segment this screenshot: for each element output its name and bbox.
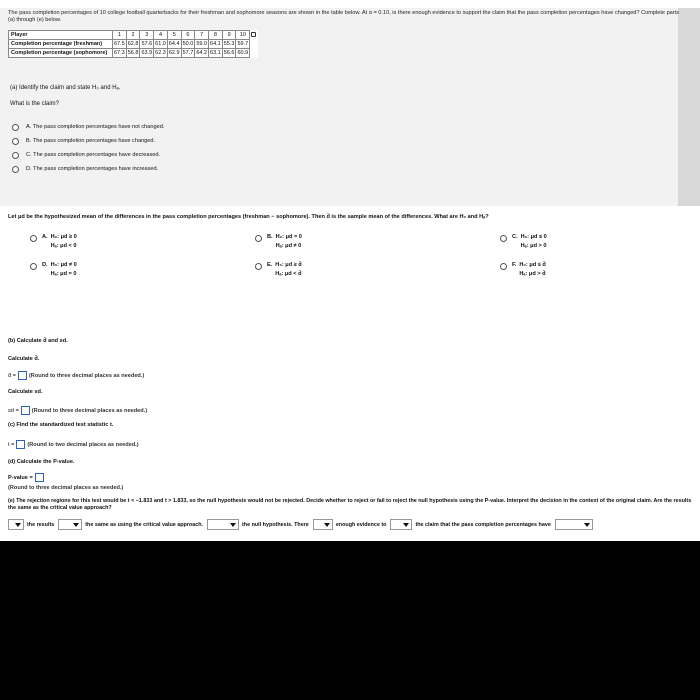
alternative-hypothesis: Hₐ: μd < d̄ xyxy=(275,271,302,277)
t-answer-row xyxy=(8,440,139,449)
part-b-prompt: (b) Calculate d̄ and sd. xyxy=(8,338,68,344)
claim-option-c[interactable] xyxy=(12,148,164,162)
calc-d-label: Calculate d̄. xyxy=(8,356,40,362)
hypothesis-option-d[interactable] xyxy=(30,262,77,280)
radio-button[interactable] xyxy=(12,138,19,145)
table-cell: 67.5 xyxy=(114,41,125,47)
table-cell: 62.9 xyxy=(168,50,180,56)
t-answer-input[interactable] xyxy=(16,440,25,449)
blank-cell xyxy=(250,49,258,58)
table-cell: 64.4 xyxy=(168,41,180,47)
chevron-down-icon xyxy=(403,523,409,527)
direction-dropdown[interactable] xyxy=(555,519,593,530)
option-text: The pass completion percentages have increased. xyxy=(33,166,159,172)
table-row xyxy=(9,49,258,58)
top-strip xyxy=(0,0,700,8)
scrollbar-track[interactable] xyxy=(678,8,700,206)
hypothesis-option-f[interactable] xyxy=(500,262,546,280)
radio-button[interactable] xyxy=(12,152,19,159)
d-hint: (Round to three decimal places as needed.) xyxy=(28,372,145,379)
player-number: 10 xyxy=(236,31,250,40)
alternative-hypothesis: Hₐ: μd > 0 xyxy=(520,243,547,249)
sentence-text: the same as using the critical value approach. xyxy=(85,521,204,528)
player-number: 9 xyxy=(222,31,236,40)
table-header-label: Player xyxy=(9,31,113,40)
option-letter: A. xyxy=(42,234,48,240)
table-cell: 62.8 xyxy=(127,41,139,47)
player-number: 4 xyxy=(154,31,168,40)
null-hypothesis: H₀: μd ≥ d̄ xyxy=(275,262,302,268)
table-cell: 59.7 xyxy=(237,41,249,47)
table-cell: 57.7 xyxy=(182,50,194,56)
sentence-text: the results xyxy=(27,521,55,528)
radio-button[interactable] xyxy=(255,263,262,270)
option-text: The pass completion percentages have changed. xyxy=(32,138,156,144)
chevron-down-icon xyxy=(230,523,236,527)
player-number: 7 xyxy=(195,31,209,40)
table-cell: 56.6 xyxy=(223,50,235,56)
chevron-down-icon xyxy=(15,523,21,527)
table-cell: 57.6 xyxy=(141,41,153,47)
s-label: sd = xyxy=(8,407,19,414)
radio-button[interactable] xyxy=(500,235,507,242)
problem-intro: The pass completion percentages of 10 college football quarterbacks for their freshman and sophomore seasons are shown in the table below. At α = 0.10, is there enough evidence to support the claim that the pass completion percentages have changed? Complete parts (a) through (e) below. xyxy=(8,10,680,23)
part-e-prompt: (e) The rejection regions for this test would be t < −1.833 and t > 1.833, so the null hypothesis would not be rejected. Decide whether to reject or fail to reject the null hypothesis using the P-value. Interpret the decision in the context of the original claim. Are the results the same as the critical value approach? xyxy=(8,498,692,511)
hypothesis-option-a[interactable] xyxy=(30,234,77,252)
radio-button[interactable] xyxy=(255,235,262,242)
alternative-hypothesis: Hₐ: μd < 0 xyxy=(50,243,77,249)
question-panel xyxy=(0,0,700,206)
hypothesis-option-c[interactable] xyxy=(500,234,547,252)
part-e-sentence xyxy=(8,519,698,530)
table-cell: 63.1 xyxy=(210,50,221,56)
row-label: Completion percentage (sophomore) xyxy=(9,49,113,58)
null-hypothesis: H₀: μd = 0 xyxy=(275,234,302,240)
answer-panel xyxy=(0,206,700,541)
alternative-hypothesis: Hₐ: μd ≠ 0 xyxy=(275,243,302,249)
table-cell: 64.2 xyxy=(196,50,208,56)
d-answer-row xyxy=(8,371,144,380)
option-letter: C. xyxy=(26,152,32,158)
table-cell: 56.8 xyxy=(127,50,139,56)
option-text: The pass completion percentages have not changed. xyxy=(32,124,165,130)
table-cell: 55.3 xyxy=(223,41,235,47)
same-different-dropdown[interactable] xyxy=(58,519,82,530)
option-letter: D. xyxy=(42,262,48,268)
chevron-down-icon xyxy=(584,523,590,527)
option-letter: E. xyxy=(267,262,273,268)
option-letter: D. xyxy=(26,166,32,172)
hypothesis-option-b[interactable] xyxy=(255,234,302,252)
data-table xyxy=(8,30,258,58)
p-label: P-value = xyxy=(8,474,33,481)
sentence-text: enough evidence to xyxy=(335,521,387,528)
sentence-text: the null hypothesis. There xyxy=(242,521,309,528)
hypothesis-option-e[interactable] xyxy=(255,262,302,280)
alternative-hypothesis: Hₐ: μd = 0 xyxy=(50,271,77,277)
d-label: d̄ = xyxy=(8,372,16,379)
alternative-hypothesis: Hₐ: μd > d̄ xyxy=(519,271,546,277)
p-answer-input[interactable] xyxy=(35,473,44,482)
calc-s-label: Calculate sd. xyxy=(8,389,43,395)
table-cell: 50.0 xyxy=(182,41,194,47)
claim-question: What is the claim? xyxy=(10,101,60,107)
table-row xyxy=(9,40,258,49)
option-letter: B. xyxy=(26,138,32,144)
chevron-down-icon xyxy=(324,523,330,527)
reject-dropdown[interactable] xyxy=(207,519,239,530)
support-dropdown[interactable] xyxy=(390,519,412,530)
part-c-prompt: (c) Find the standardized test statistic t. xyxy=(8,422,114,428)
s-hint: (Round to three decimal places as needed.) xyxy=(31,407,148,414)
part-d-prompt: (d) Calculate the P-value. xyxy=(8,459,75,465)
radio-button[interactable] xyxy=(30,263,37,270)
hypothesis-prompt: Let μd be the hypothesized mean of the differences in the pass completion percentages (freshman − sophomore). Then d̄ is the sample mean of the differences. What are H₀ and Hₐ? xyxy=(8,214,489,220)
evidence-dropdown[interactable] xyxy=(313,519,333,530)
table-cell: 62.3 xyxy=(155,50,166,56)
claim-option-b[interactable] xyxy=(12,134,164,148)
d-answer-input[interactable] xyxy=(18,371,27,380)
null-hypothesis: H₀: μd ≤ 0 xyxy=(520,234,547,240)
option-letter: F. xyxy=(512,262,517,268)
null-hypothesis: H₀: μd ≤ d̄ xyxy=(519,262,546,268)
player-number: 5 xyxy=(167,31,181,40)
part-a-prompt: (a) Identify the claim and state H₀ and Hₐ. xyxy=(10,85,121,91)
table-cell: 63.9 xyxy=(141,50,153,56)
player-number: 2 xyxy=(126,31,140,40)
s-answer-row xyxy=(8,406,147,415)
null-hypothesis: H₀: μd ≠ 0 xyxy=(50,262,77,268)
claim-options xyxy=(12,120,164,176)
player-number: 1 xyxy=(113,31,127,40)
table-cell: 61.0 xyxy=(155,41,166,47)
t-hint: (Round to two decimal places as needed.) xyxy=(27,441,139,448)
table-info-cell[interactable] xyxy=(250,31,258,40)
player-number: 3 xyxy=(140,31,154,40)
option-text: The pass completion percentages have decreased. xyxy=(33,152,161,158)
claim-option-d[interactable] xyxy=(12,162,164,176)
table-cell: 67.3 xyxy=(114,50,125,56)
blank-cell xyxy=(250,40,258,49)
p-hint: (Round to three decimal places as needed.) xyxy=(8,485,124,491)
player-number: 6 xyxy=(181,31,195,40)
sentence-text: the claim that the pass completion percentages have xyxy=(415,521,551,528)
table-cell: 59.0 xyxy=(196,41,208,47)
p-answer-row xyxy=(8,473,46,482)
option-letter: C. xyxy=(512,234,518,240)
chevron-down-icon xyxy=(73,523,79,527)
option-letter: A. xyxy=(26,124,32,130)
radio-button[interactable] xyxy=(12,124,19,131)
t-label: t = xyxy=(8,441,15,448)
null-hypothesis: H₀: μd ≥ 0 xyxy=(50,234,77,240)
radio-button[interactable] xyxy=(12,166,19,173)
s-answer-input[interactable] xyxy=(21,406,30,415)
player-number: 8 xyxy=(209,31,223,40)
radio-button[interactable] xyxy=(500,263,507,270)
row-label: Completion percentage (freshman) xyxy=(9,40,113,49)
claim-option-a[interactable] xyxy=(12,120,164,134)
data-table-icon[interactable] xyxy=(251,32,256,37)
option-letter: B. xyxy=(267,234,273,240)
table-header-row xyxy=(9,31,258,40)
table-cell: 64.1 xyxy=(210,41,221,47)
decision-dropdown[interactable] xyxy=(8,519,24,530)
radio-button[interactable] xyxy=(30,235,37,242)
table-cell: 60.9 xyxy=(237,50,249,56)
